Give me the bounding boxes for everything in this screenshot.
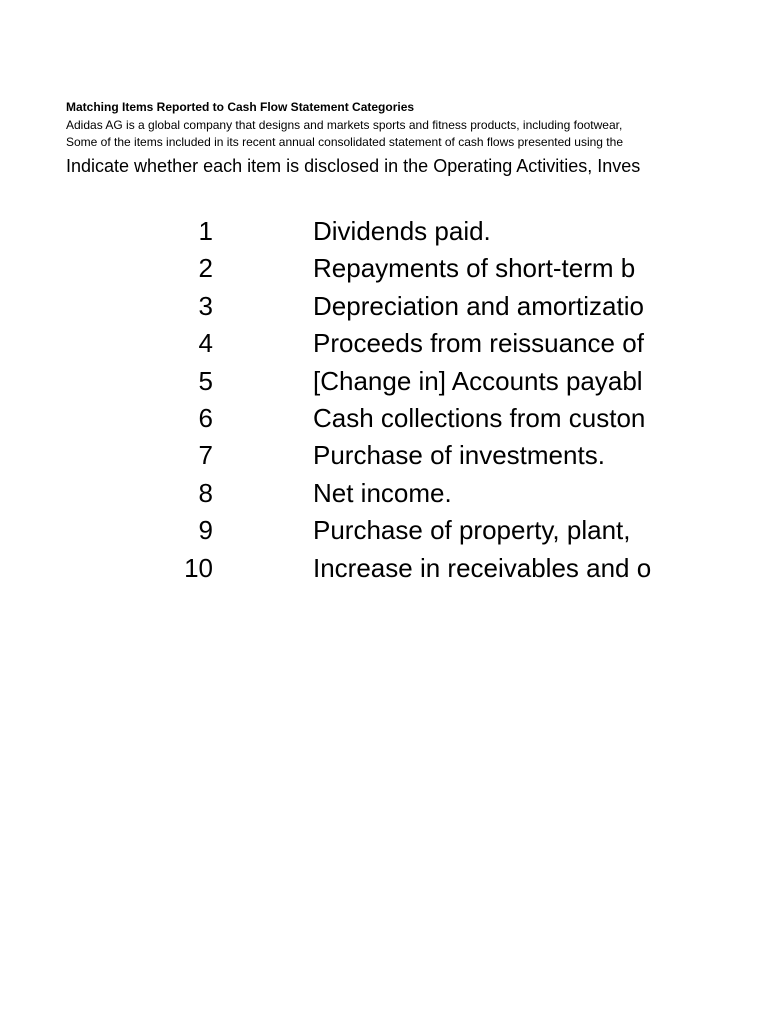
item-number: 5 bbox=[198, 365, 213, 396]
item-number: 9 bbox=[198, 515, 213, 546]
list-item bbox=[0, 512, 671, 549]
item-number: 3 bbox=[198, 290, 213, 321]
item-text: Depreciation and amortizatio bbox=[313, 290, 644, 321]
item-list bbox=[0, 213, 671, 587]
list-item bbox=[0, 437, 671, 474]
item-text: Increase in receivables and o bbox=[313, 552, 652, 583]
document-title: Matching Items Reported to Cash Flow Statement Categories bbox=[66, 100, 415, 114]
item-number: 4 bbox=[198, 328, 213, 359]
list-item bbox=[0, 325, 671, 362]
list-item bbox=[0, 400, 671, 437]
list-item bbox=[0, 475, 671, 512]
item-number: 6 bbox=[198, 402, 213, 433]
list-item bbox=[0, 288, 671, 325]
list-item bbox=[0, 250, 671, 287]
list-item bbox=[0, 363, 671, 400]
item-number: 2 bbox=[198, 253, 213, 284]
item-number: 7 bbox=[198, 440, 213, 471]
item-number: 10 bbox=[184, 552, 213, 583]
item-text: Repayments of short-term b bbox=[313, 253, 636, 284]
item-number: 1 bbox=[198, 216, 213, 246]
item-text: Dividends paid. bbox=[313, 216, 491, 246]
list-item bbox=[0, 213, 671, 250]
item-text: Purchase of investments. bbox=[313, 440, 605, 471]
item-text: Purchase of property, plant, bbox=[313, 515, 631, 546]
list-item bbox=[0, 550, 671, 587]
item-number: 8 bbox=[198, 477, 213, 508]
description-line-2: Some of the items included in its recent annual consolidated statement of cash flows presented using the bbox=[66, 135, 623, 149]
item-text: [Change in] Accounts payabl bbox=[313, 365, 643, 396]
item-text: Cash collections from custon bbox=[313, 402, 646, 433]
item-text: Proceeds from reissuance of bbox=[313, 328, 644, 359]
item-text: Net income. bbox=[313, 477, 452, 508]
description-line-1: Adidas AG is a global company that designs and markets sports and fitness products, including footwear, bbox=[66, 118, 623, 132]
instruction-text: Indicate whether each item is disclosed in the Operating Activities, Inves bbox=[66, 156, 641, 176]
